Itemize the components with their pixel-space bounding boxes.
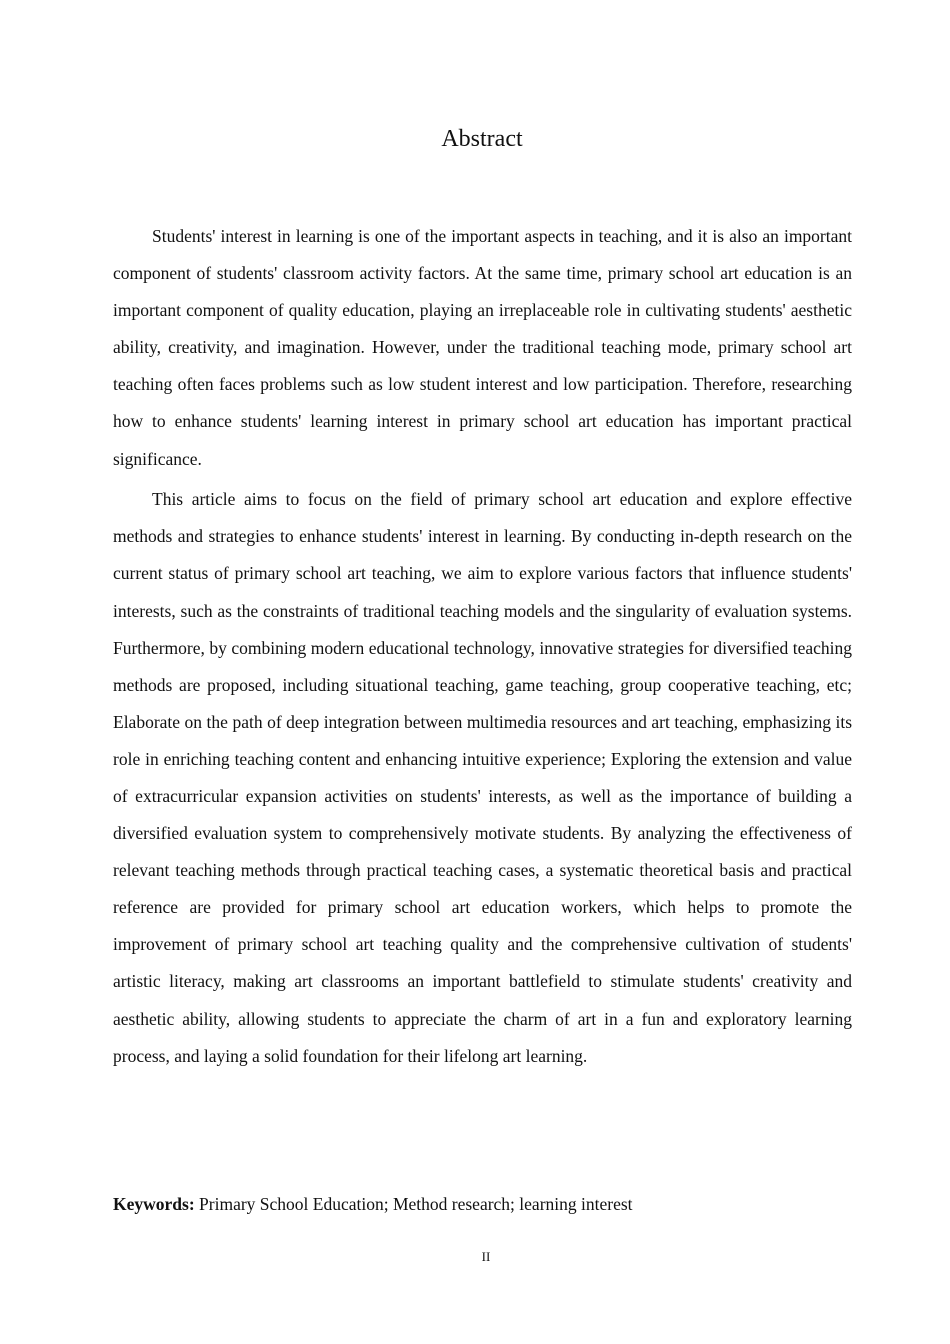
abstract-paragraph-1: Students' interest in learning is one of the important aspects in teaching, and it is also an important component of students' classroom activity factors. At the same time, primary school art education is an important component of quality education, playing an irreplaceable role in cultivating students' aesthetic ability, creativity, and imagination. However, under the traditional teaching mode, primary school art teaching often faces problems such as low student interest and low participation. Therefore, researching how to enhance students' learning interest in primary school art education has important practical significance. [113, 226, 852, 469]
keywords-line [113, 1190, 852, 1218]
abstract-paragraph-2: This article aims to focus on the field of primary school art education and explore effective methods and strategies to enhance students' interest in learning. By conducting in-depth research on the current status of primary school art teaching, we aim to explore various factors that influence students' interests, such as the constraints of traditional teaching models and the singularity of evaluation systems. Furthermore, by combining modern educational technology, innovative strategies for diversified teaching methods are proposed, including situational teaching, game teaching, group cooperative teaching, etc; Elaborate on the path of deep integration between multimedia resources and art teaching, emphasizing its role in enriching teaching content and enhancing intuitive experience; Exploring the extension and value of extracurricular expansion activities on students' interests, as well as the importance of building a diversified evaluation system to comprehensively motivate students. By analyzing the effectiveness of relevant teaching methods through practical teaching cases, a systematic theoretical basis and practical reference are provided for primary school art education workers, which helps to promote the improvement of primary school art teaching quality and the comprehensive cultivation of students' artistic literacy, making art classrooms an important battlefield to stimulate students' creativity and aesthetic ability, allowing students to appreciate the charm of art in a fun and exploratory learning process, and laying a solid foundation for their lifelong art learning. [113, 489, 852, 1066]
abstract-title: Abstract [441, 126, 523, 152]
keywords-label: Keywords: [113, 1194, 195, 1214]
page-number: II [481, 1249, 491, 1264]
keywords-text: Primary School Education; Method research; learning interest [194, 1194, 633, 1214]
abstract-body [113, 218, 852, 1075]
